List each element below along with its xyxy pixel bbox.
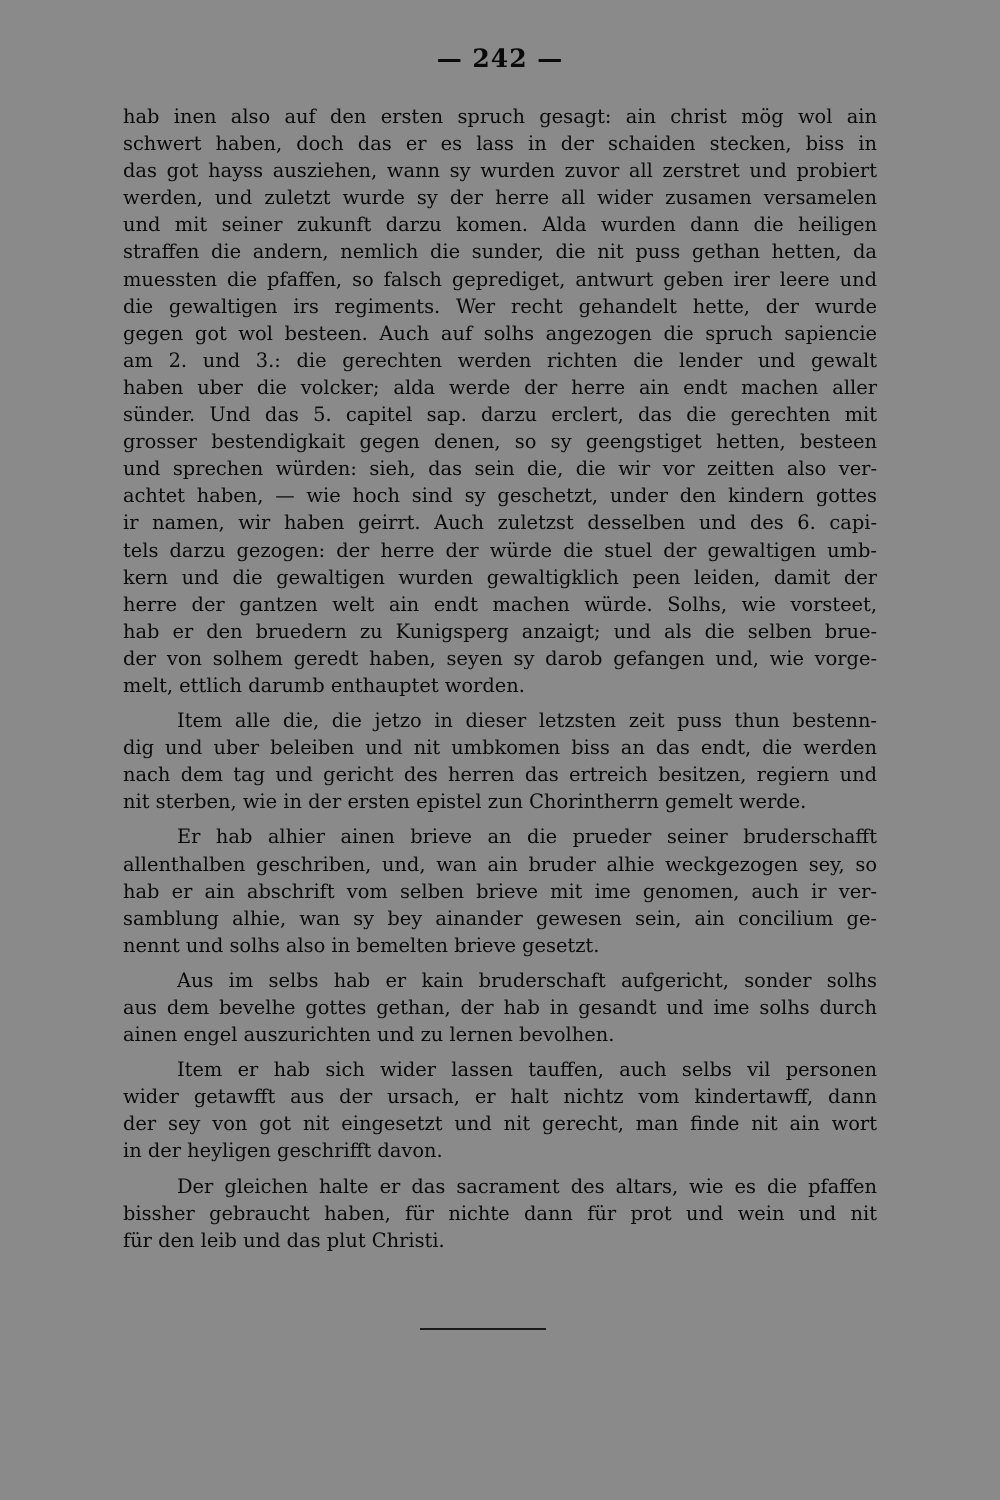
- text-line: und sprechen würden: sieh, das sein die, die wir vor zeitten also ver-: [123, 457, 877, 481]
- text-line: achtet haben, — wie hoch sind sy geschetzt, under den kindern gottes: [123, 484, 877, 508]
- text-line: allenthalben geschriben, und, wan ain bruder alhie weckgezogen sey, so: [123, 852, 877, 876]
- text-line: der sey von got nit eingesetzt und nit gerecht, man finde nit ain wort: [123, 1112, 877, 1136]
- body-text: [123, 103, 877, 1254]
- text-line: nit sterben, wie in der ersten epistel zun Chorintherrn gemelt werde.: [123, 790, 807, 814]
- text-line: und mit seiner zukunft darzu komen. Alda wurden dann die heiligen: [123, 213, 877, 237]
- text-line: werden, und zuletzt wurde sy der herre all wider zusamen versamelen: [123, 186, 877, 210]
- text-line: in der heyligen geschrifft davon.: [123, 1139, 443, 1163]
- text-line: der von solhem geredt haben, seyen sy darob gefangen und, wie vorge-: [123, 646, 877, 670]
- text-line: aus dem bevelhe gottes gethan, der hab in gesandt und ime solhs durch: [123, 996, 877, 1019]
- page-number: — 242 —: [436, 44, 564, 73]
- text-line: hab er ain abschrift vom selben brieve mit ime genomen, auch ir ver-: [123, 879, 877, 903]
- text-line: Aus im selbs hab er kain bruderschaft aufgericht, sonder solhs: [177, 968, 877, 992]
- text-line: schwert haben, doch das er es lass in der schaiden stecken, biss in: [123, 132, 877, 156]
- text-line: Item alle die, die jetzo in dieser letzsten zeit puss thun bestenn-: [177, 709, 877, 733]
- text-line: kern und die gewaltigen wurden gewaltigklich peen leiden, damit der: [123, 565, 877, 589]
- text-line: die gewaltigen irs regiments. Wer recht gehandelt hette, der wurde: [123, 294, 877, 318]
- text-line: haben uber die volcker; alda werde der herre ain endt machen aller: [123, 375, 877, 399]
- text-line: bissher gebraucht haben, für nichte dann für prot und wein und nit: [123, 1201, 877, 1225]
- text-line: Er hab alhier ainen brieve an die prueder seiner bruderschafft: [177, 825, 877, 849]
- text-line: Item er hab sich wider lassen tauffen, auch selbs vil personen: [177, 1058, 877, 1082]
- text-line: hab er den bruedern zu Kunigsperg anzaigt; und als die selben brue-: [123, 619, 877, 643]
- closing-rule: [420, 1328, 546, 1330]
- text-line: dig und uber beleiben und nit umbkomen biss an das endt, die werden: [123, 736, 877, 760]
- text-line: nennt und solhs also in bemelten brieve gesetzt.: [123, 933, 600, 957]
- paragraph: [123, 1173, 877, 1254]
- paragraph: [123, 1056, 877, 1164]
- text-line: das got hayss ausziehen, wann sy wurden zuvor all zerstret und probiert: [123, 159, 877, 183]
- text-line: grosser bestendigkait gegen denen, so sy geengstiget hetten, besteen: [123, 430, 877, 454]
- text-line: straffen die andern, nemlich die sunder, die nit puss gethan hetten, da: [123, 240, 877, 264]
- text-line: wider getawfft aus der ursach, er halt nichtz vom kindertawff, dann: [123, 1085, 877, 1109]
- text-line: ir namen, wir haben geirrt. Auch zuletzst desselben und des 6. capi-: [123, 511, 877, 535]
- text-line: sünder. Und das 5. capitel sap. darzu erclert, das die gerechten mit: [123, 403, 877, 427]
- text-line: nach dem tag und gericht des herren das ertreich besitzen, regiern und: [123, 763, 877, 787]
- text-line: am 2. und 3.: die gerechten werden richten die lender und gewalt: [123, 348, 877, 372]
- text-line: herre der gantzen welt ain endt machen würde. Solhs, wie vorsteet,: [123, 592, 877, 616]
- text-line: ainen engel auszurichten und zu lernen bevolhen.: [123, 1023, 615, 1047]
- paragraph: [123, 103, 877, 699]
- paragraph: [123, 823, 877, 958]
- text-line: melt, ettlich darumb enthauptet worden.: [123, 673, 525, 697]
- text-line: samblung alhie, wan sy bey ainander gewesen sein, ain concilium ge-: [123, 906, 877, 930]
- text-line: hab inen also auf den ersten spruch gesagt: ain christ mög wol ain: [123, 105, 877, 128]
- text-line: Der gleichen halte er das sacrament des altars, wie es die pfaffen: [177, 1174, 877, 1198]
- text-line: muessten die pfaffen, so falsch geprediget, antwurt geben irer leere und: [123, 267, 877, 291]
- text-line: gegen got wol besteen. Auch auf solhs angezogen die spruch sapiencie: [123, 321, 877, 345]
- text-line: tels darzu gezogen: der herre der würde die stuel der gewaltigen umb-: [123, 538, 877, 562]
- paragraph: [123, 967, 877, 1048]
- text-line: für den leib und das plut Christi.: [123, 1228, 445, 1252]
- paragraph: [123, 707, 877, 815]
